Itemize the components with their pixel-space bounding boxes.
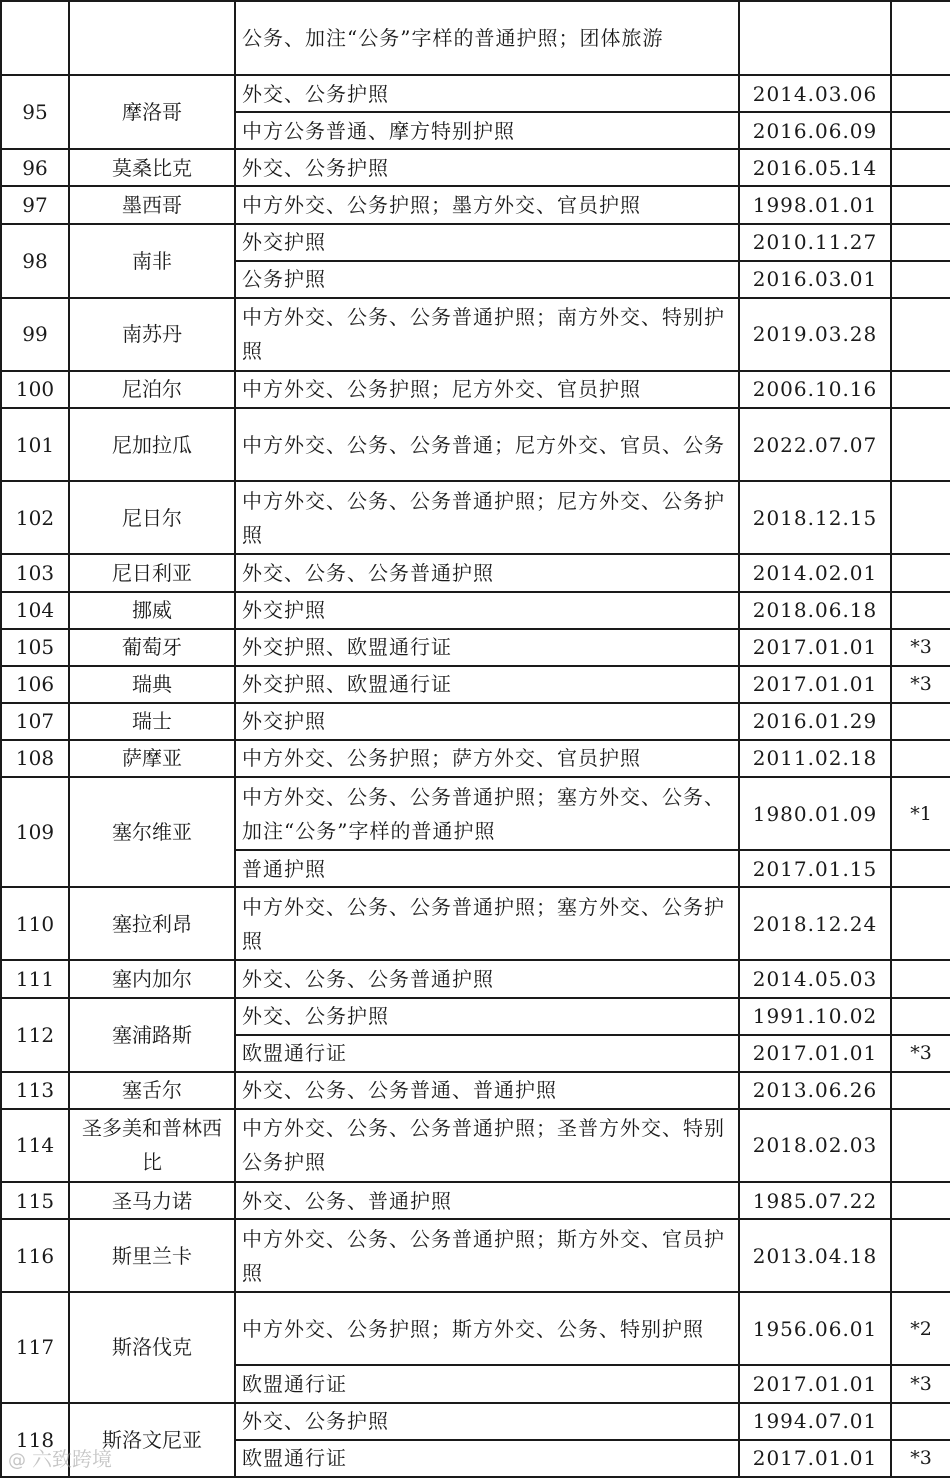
footnote-mark (891, 1403, 950, 1440)
table-row (1, 75, 950, 112)
row-number: 97 (1, 186, 69, 223)
effective-date: 1994.07.01 (739, 1403, 891, 1440)
passport-types: 中方外交、公务、公务普通护照；斯方外交、官员护照 (235, 1219, 739, 1292)
effective-date: 2017.01.15 (739, 850, 891, 887)
effective-date: 2018.12.15 (739, 481, 891, 554)
passport-types: 外交护照、欧盟通行证 (235, 629, 739, 666)
row-number: 103 (1, 554, 69, 591)
passport-types: 中方外交、公务、公务普通护照；塞方外交、公务护照 (235, 887, 739, 960)
effective-date: 1998.01.01 (739, 186, 891, 223)
passport-types: 中方外交、公务、公务普通护照；圣普方外交、特别公务护照 (235, 1109, 739, 1182)
country-name: 塞内加尔 (69, 960, 235, 997)
row-number: 104 (1, 592, 69, 629)
passport-types: 中方外交、公务、公务普通护照；南方外交、特别护照 (235, 298, 739, 371)
country-name: 塞拉利昂 (69, 887, 235, 960)
passport-types: 外交护照、欧盟通行证 (235, 666, 739, 703)
footnote-mark (891, 998, 950, 1035)
passport-types: 外交护照 (235, 703, 739, 740)
row-number: 115 (1, 1182, 69, 1219)
table-row (1, 592, 950, 629)
country-name: 尼泊尔 (69, 371, 235, 408)
footnote-mark (891, 224, 950, 261)
row-number: 113 (1, 1072, 69, 1109)
table-row (1, 1072, 950, 1109)
country-name: 斯里兰卡 (69, 1219, 235, 1292)
footnote-mark: *3 (891, 629, 950, 666)
passport-types: 中方外交、公务护照；尼方外交、官员护照 (235, 371, 739, 408)
footnote-mark: *3 (891, 1440, 950, 1477)
row-number: 107 (1, 703, 69, 740)
footnote-mark (891, 186, 950, 223)
passport-types: 中方外交、公务、公务普通；尼方外交、官员、公务 (235, 408, 739, 481)
footnote-mark (891, 740, 950, 777)
table-row (1, 1292, 950, 1365)
footnote-mark: *1 (891, 777, 950, 850)
table-row (1, 998, 950, 1035)
footnote-mark (891, 1072, 950, 1109)
country-name: 塞尔维亚 (69, 777, 235, 887)
table-row (1, 629, 950, 666)
table-row (1, 186, 950, 223)
row-number: 99 (1, 298, 69, 371)
effective-date: 1991.10.02 (739, 998, 891, 1035)
table-row (1, 960, 950, 997)
watermark-text: 六致跨境 (32, 1447, 112, 1471)
row-number: 111 (1, 960, 69, 997)
effective-date: 2013.04.18 (739, 1219, 891, 1292)
effective-date: 2017.01.01 (739, 666, 891, 703)
passport-types: 外交、公务护照 (235, 149, 739, 186)
footnote-mark: *3 (891, 1035, 950, 1072)
effective-date: 2011.02.18 (739, 740, 891, 777)
effective-date: 2018.06.18 (739, 592, 891, 629)
country-name: 南非 (69, 224, 235, 298)
footnote-mark: *3 (891, 666, 950, 703)
table-row (1, 777, 950, 850)
table-row (1, 298, 950, 371)
table-row (1, 1, 950, 75)
effective-date: 1956.06.01 (739, 1292, 891, 1365)
footnote-mark (891, 298, 950, 371)
effective-date: 1985.07.22 (739, 1182, 891, 1219)
table-row (1, 1219, 950, 1292)
table-row (1, 703, 950, 740)
passport-types: 公务护照 (235, 261, 739, 298)
country-name: 葡萄牙 (69, 629, 235, 666)
passport-types: 外交、公务、公务普通护照 (235, 554, 739, 591)
passport-types: 外交护照 (235, 592, 739, 629)
table-row (1, 224, 950, 261)
table-row (1, 371, 950, 408)
row-number: 117 (1, 1292, 69, 1402)
passport-types: 外交、公务护照 (235, 1403, 739, 1440)
watermark-logo-icon: @ (8, 1450, 26, 1471)
footnote-mark (891, 960, 950, 997)
row-number (1, 1, 69, 75)
effective-date: 2013.06.26 (739, 1072, 891, 1109)
table-row (1, 740, 950, 777)
effective-date: 2019.03.28 (739, 298, 891, 371)
row-number: 110 (1, 887, 69, 960)
effective-date: 2014.02.01 (739, 554, 891, 591)
row-number: 98 (1, 224, 69, 298)
passport-types: 外交、公务、公务普通护照 (235, 960, 739, 997)
effective-date: 1980.01.09 (739, 777, 891, 850)
effective-date: 2006.10.16 (739, 371, 891, 408)
country-name: 尼日利亚 (69, 554, 235, 591)
row-number: 108 (1, 740, 69, 777)
passport-types: 外交护照 (235, 224, 739, 261)
country-name: 莫桑比克 (69, 149, 235, 186)
row-number: 116 (1, 1219, 69, 1292)
passport-types: 中方外交、公务、公务普通护照；尼方外交、公务护照 (235, 481, 739, 554)
country-name: 圣马力诺 (69, 1182, 235, 1219)
passport-types: 外交、公务护照 (235, 75, 739, 112)
country-name: 瑞士 (69, 703, 235, 740)
footnote-mark (891, 75, 950, 112)
effective-date: 2014.03.06 (739, 75, 891, 112)
row-number: 96 (1, 149, 69, 186)
effective-date: 2010.11.27 (739, 224, 891, 261)
passport-types: 中方外交、公务、公务普通护照；塞方外交、公务、加注“公务”字样的普通护照 (235, 777, 739, 850)
country-name: 挪威 (69, 592, 235, 629)
passport-types: 中方公务普通、摩方特别护照 (235, 112, 739, 149)
country-name: 塞浦路斯 (69, 998, 235, 1072)
country-name: 摩洛哥 (69, 75, 235, 149)
effective-date: 2017.01.01 (739, 1365, 891, 1402)
table-row (1, 1109, 950, 1182)
passport-types: 公务、加注“公务”字样的普通护照；团体旅游 (235, 1, 739, 75)
table-row (1, 1182, 950, 1219)
passport-types: 外交、公务护照 (235, 998, 739, 1035)
row-number: 114 (1, 1109, 69, 1182)
footnote-mark (891, 481, 950, 554)
passport-types: 普通护照 (235, 850, 739, 887)
passport-types: 欧盟通行证 (235, 1440, 739, 1477)
row-number: 102 (1, 481, 69, 554)
country-name: 南苏丹 (69, 298, 235, 371)
country-name: 斯洛文尼亚 (69, 1403, 235, 1477)
footnote-mark (891, 1109, 950, 1182)
country-name: 萨摩亚 (69, 740, 235, 777)
footnote-mark (891, 554, 950, 591)
effective-date: 2017.01.01 (739, 1035, 891, 1072)
effective-date: 2016.03.01 (739, 261, 891, 298)
effective-date: 2022.07.07 (739, 408, 891, 481)
row-number: 109 (1, 777, 69, 887)
footnote-mark (891, 261, 950, 298)
country-name: 斯洛伐克 (69, 1292, 235, 1402)
table-row (1, 481, 950, 554)
row-number: 106 (1, 666, 69, 703)
footnote-mark (891, 1219, 950, 1292)
footnote-mark: *2 (891, 1292, 950, 1365)
passport-types: 欧盟通行证 (235, 1035, 739, 1072)
footnote-mark (891, 850, 950, 887)
country-name (69, 1, 235, 75)
footnote-mark (891, 592, 950, 629)
footnote-mark (891, 371, 950, 408)
table-row (1, 149, 950, 186)
effective-date: 2016.06.09 (739, 112, 891, 149)
effective-date: 2016.05.14 (739, 149, 891, 186)
effective-date: 2018.02.03 (739, 1109, 891, 1182)
row-number: 118 (1, 1403, 69, 1477)
footnote-mark (891, 149, 950, 186)
row-number: 100 (1, 371, 69, 408)
footnote-mark (891, 112, 950, 149)
effective-date (739, 1, 891, 75)
table-row (1, 666, 950, 703)
effective-date: 2018.12.24 (739, 887, 891, 960)
footnote-mark (891, 1, 950, 75)
effective-date: 2017.01.01 (739, 1440, 891, 1477)
row-number: 105 (1, 629, 69, 666)
footnote-mark (891, 408, 950, 481)
row-number: 95 (1, 75, 69, 149)
country-name: 墨西哥 (69, 186, 235, 223)
effective-date: 2014.05.03 (739, 960, 891, 997)
row-number: 112 (1, 998, 69, 1072)
passport-types: 中方外交、公务护照；墨方外交、官员护照 (235, 186, 739, 223)
footnote-mark: *3 (891, 1365, 950, 1402)
table-row (1, 408, 950, 481)
passport-types: 中方外交、公务护照；斯方外交、公务、特别护照 (235, 1292, 739, 1365)
row-number: 101 (1, 408, 69, 481)
passport-types: 中方外交、公务护照；萨方外交、官员护照 (235, 740, 739, 777)
country-name: 瑞典 (69, 666, 235, 703)
country-name: 圣多美和普林西比 (69, 1109, 235, 1182)
country-name: 尼加拉瓜 (69, 408, 235, 481)
table-row (1, 554, 950, 591)
footnote-mark (891, 1182, 950, 1219)
footnote-mark (891, 887, 950, 960)
passport-types: 外交、公务、普通护照 (235, 1182, 739, 1219)
country-name: 尼日尔 (69, 481, 235, 554)
effective-date: 2016.01.29 (739, 703, 891, 740)
passport-types: 外交、公务、公务普通、普通护照 (235, 1072, 739, 1109)
table-row (1, 887, 950, 960)
country-name: 塞舌尔 (69, 1072, 235, 1109)
passport-types: 欧盟通行证 (235, 1365, 739, 1402)
footnote-mark (891, 703, 950, 740)
effective-date: 2017.01.01 (739, 629, 891, 666)
table-row (1, 1403, 950, 1440)
